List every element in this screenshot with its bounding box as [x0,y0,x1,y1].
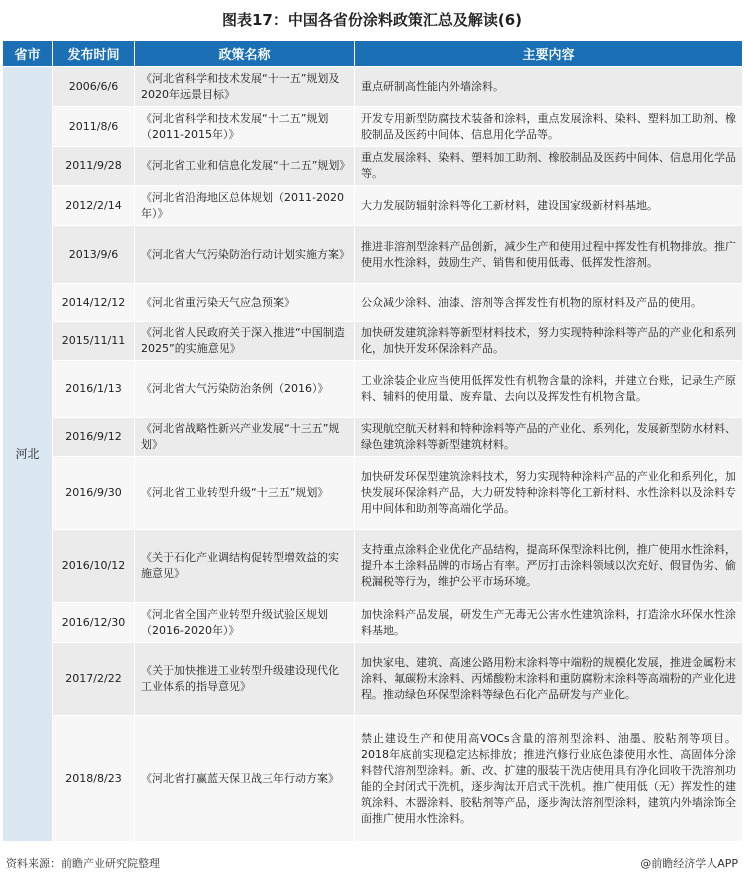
table-row [3,643,743,716]
content-cell: 支持重点涂料企业优化产品结构，提高环保型涂料比例，推广使用水性涂料，提升本土涂料品牌的市场占有率。严厉打击涂料领域以次充好、假冒伪劣、偷税漏税等行为，维护公平市场环境。 [355,530,743,603]
date-cell: 2012/2/14 [53,186,135,226]
content-cell: 重点发展涂料、染料、塑料加工助剂、橡胶制品及医药中间体、信息用化学品等。 [355,147,743,186]
source-note: 资料来源：前瞻产业研究院整理 [6,857,160,870]
date-cell: 2016/12/30 [53,603,135,643]
policy-name-cell: 《关于石化产业调结构促转型增效益的实施意见》 [135,530,355,603]
date-cell: 2016/1/13 [53,361,135,418]
date-cell: 2011/8/6 [53,107,135,147]
date-cell: 2016/9/12 [53,418,135,457]
table-row [3,186,743,226]
content-cell: 重点研制高性能内外墙涂料。 [355,67,743,107]
table-row [3,418,743,457]
table-row [3,147,743,186]
policy-name-cell: 《河北省沿海地区总体规划（2011-2020年）》 [135,186,355,226]
header-province: 省市 [3,41,53,67]
date-cell: 2016/9/30 [53,457,135,530]
table-row [3,361,743,418]
policy-name-cell: 《河北省全国产业转型升级试验区规划（2016-2020年）》 [135,603,355,643]
date-cell: 2015/11/11 [53,322,135,361]
content-cell: 加快研发建筑涂料等新型材料技术，努力实现特种涂料等产品的产业化和系列化，加快开发环保涂料产品。 [355,322,743,361]
content-cell: 禁止建设生产和使用高VOCs含量的溶剂型涂料、油墨、胶粘剂等项目。2018年底前实现稳定达标排放；推进汽修行业底色漆使用水性、高固体分涂料替代溶剂型涂料。新、改、扩建的服装干洗店使用具有净化回收干洗溶剂功能的全封闭式干洗机，逐步淘汰开启式干洗机。推广使用低（无）挥发性的建筑涂料、木器涂料、胶粘剂等产品，逐步淘汰溶剂型涂料，建筑内外墙涂饰全面推广使用水性涂料。 [355,716,743,842]
date-cell: 2017/2/22 [53,643,135,716]
policy-name-cell: 《河北省战略性新兴产业发展“十三五”规划》 [135,418,355,457]
policy-name-cell: 《河北省科学和技术发展“十二五”规划（2011-2015年）》 [135,107,355,147]
content-cell: 加快家电、建筑、高速公路用粉末涂料等中端粉的规模化发展，推进金属粉末涂料、氟碳粉末涂料、丙烯酸粉末涂料和重防腐粉末涂料等高端粉的产业化进程。推动绿色环保型涂料等绿色石化产品研发与产业化。 [355,643,743,716]
date-cell: 2016/10/12 [53,530,135,603]
date-cell: 2006/6/6 [53,67,135,107]
policy-name-cell: 《河北省打赢蓝天保卫战三年行动方案》 [135,716,355,842]
table-row [3,67,743,107]
policy-name-cell: 《关于加快推进工业转型升级建设现代化工业体系的指导意见》 [135,643,355,716]
policy-name-cell: 《河北省人民政府关于深入推进“中国制造2025”的实施意见》 [135,322,355,361]
policy-name-cell: 《河北省科学和技术发展“十一五”规划及2020年远景目标》 [135,67,355,107]
table-row [3,284,743,322]
policy-name-cell: 《河北省大气污染防治行动计划实施方案》 [135,226,355,284]
province-cell: 河北 [3,67,53,842]
policy-name-cell: 《河北省重污染天气应急预案》 [135,284,355,322]
content-cell: 公众减少涂料、油漆、溶剂等含挥发性有机物的原材料及产品的使用。 [355,284,743,322]
brand-credit: @前瞻经济学人APP [640,857,738,870]
date-cell: 2018/8/23 [53,716,135,842]
table-row [3,603,743,643]
policy-name-cell: 《河北省大气污染防治条例（2016）》 [135,361,355,418]
header-main-content: 主要内容 [355,41,743,67]
policy-table [2,40,743,842]
table-row [3,716,743,842]
date-cell: 2014/12/12 [53,284,135,322]
table-row [3,457,743,530]
header-policy-name: 政策名称 [135,41,355,67]
footer [6,854,738,874]
date-cell: 2013/9/6 [53,226,135,284]
table-header-row [3,41,743,67]
date-cell: 2011/9/28 [53,147,135,186]
table-row [3,107,743,147]
table-row [3,322,743,361]
content-cell: 大力发展防辐射涂料等化工新材料，建设国家级新材料基地。 [355,186,743,226]
table-row [3,226,743,284]
policy-name-cell: 《河北省工业转型升级“十三五”规划》 [135,457,355,530]
figure-title: 图表17：中国各省份涂料政策汇总及解读(6) [221,11,523,29]
content-cell: 实现航空航天材料和特种涂料等产品的产业化、系列化，发展新型防水材料、绿色建筑涂料等新型建筑材料。 [355,418,743,457]
content-cell: 工业涂装企业应当使用低挥发性有机物含量的涂料，并建立台账，记录生产原料、辅料的使用量、废弃量、去向以及挥发性有机物含量。 [355,361,743,418]
content-cell: 开发专用新型防腐技术装备和涂料，重点发展涂料、染料、塑料加工助剂、橡胶制品及医药中间体、信息用化学品等。 [355,107,743,147]
content-cell: 加快涂料产品发展，研发生产无毒无公害水性建筑涂料，打造涂水环保水性涂料基地。 [355,603,743,643]
content-cell: 加快研发环保型建筑涂料技术，努力实现特种涂料产品的产业化和系列化，加快发展环保涂料产品，大力研发特种涂料等化工新材料、水性涂料以及涂料专用中间体和助剂等高端化学品。 [355,457,743,530]
table-row [3,530,743,603]
policy-name-cell: 《河北省工业和信息化发展“十二五”规划》 [135,147,355,186]
content-cell: 推进非溶剂型涂料产品创新，减少生产和使用过程中挥发性有机物排放。推广使用水性涂料，鼓励生产、销售和使用低毒、低挥发性溶剂。 [355,226,743,284]
header-date: 发布时间 [53,41,135,67]
